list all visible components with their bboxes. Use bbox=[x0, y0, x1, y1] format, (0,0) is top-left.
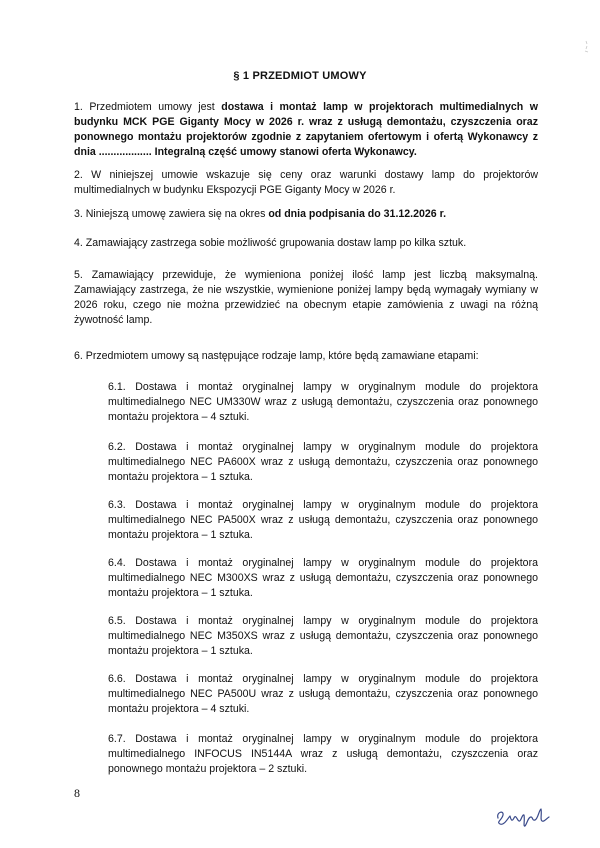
section-title: § 1 PRZEDMIOT UMOWY bbox=[233, 70, 367, 82]
paragraph-3-prefix: 3. Niniejszą umowę zawiera się na okres bbox=[74, 208, 269, 220]
list-item-6-1: 6.1. Dostawa i montaż oryginalnej lampy w oryginalnym module do projektora multimedialnego NEC UM330W wraz z usługą demontażu, czyszczenia oraz ponownego montażu projektora – 4 sztuki. bbox=[108, 381, 538, 423]
paragraph-2: 2. W niniejszej umowie wskazuje się ceny oraz warunki dostawy lamp do projektorów multimedialnych w budynku Ekspozycji PGE Giganty Mocy w 2026 r. bbox=[74, 169, 538, 196]
list-item-6-7: 6.7. Dostawa i montaż oryginalnej lampy w oryginalnym module do projektora multimedialnego INFOCUS IN5144A wraz z usługą demontażu, czyszczenia oraz ponownego montażu projektora – 2 sztuki. bbox=[108, 733, 538, 775]
paragraph-1 bbox=[74, 100, 538, 160]
scan-mark-icon bbox=[583, 40, 591, 59]
paragraph-1-bold: dostawa i montaż lamp w projektorach multimedialnych w budynku MCK PGE Giganty Mocy w 2026 r. wraz z usługą demontażu, czyszczenia oraz ponownego montażu projektorów zgodnie z zapytaniem ofertowym i ofertą Wykonawcy z dnia .................. Integralną część umowy stanowi oferta Wykonawcy. bbox=[74, 101, 538, 158]
signature-icon bbox=[494, 800, 552, 835]
paragraph-3 bbox=[74, 207, 538, 222]
list-item-6-2: 6.2. Dostawa i montaż oryginalnej lampy w oryginalnym module do projektora multimedialnego NEC PA600X wraz z usługą demontażu, czyszczenia oraz ponownego montażu projektora – 1 sztuka. bbox=[108, 441, 538, 483]
paragraph-5: 5. Zamawiający przewiduje, że wymieniona poniżej ilość lamp jest liczbą maksymalną. Zamawiający zastrzega, że nie wszystkie, wymienione poniżej lampy będą wymagały wymiany w 2026 roku, czego nie można przewidzieć na obecnym etapie zamówienia z uwagi na różną żywotność lamp. bbox=[74, 269, 538, 326]
paragraph-1-prefix: 1. Przedmiotem umowy jest bbox=[74, 101, 222, 113]
list-item-6-5: 6.5. Dostawa i montaż oryginalnej lampy w oryginalnym module do projektora multimedialnego NEC M350XS wraz z usługą demontażu, czyszczenia oraz ponownego montażu projektora – 1 sztuka. bbox=[108, 615, 538, 657]
paragraph-4: 4. Zamawiający zastrzega sobie możliwość grupowania dostaw lamp po kilka sztuk. bbox=[74, 237, 467, 249]
list-item-6-3: 6.3. Dostawa i montaż oryginalnej lampy w oryginalnym module do projektora multimedialnego NEC PA500X wraz z usługą demontażu, czyszczenia oraz ponownego montażu projektora – 1 sztuka. bbox=[108, 499, 538, 541]
paragraph-6: 6. Przedmiotem umowy są następujące rodzaje lamp, które będą zamawiane etapami: bbox=[74, 350, 479, 362]
page-number: 8 bbox=[74, 786, 80, 800]
paragraph-3-bold: od dnia podpisania do 31.12.2026 r. bbox=[268, 208, 447, 220]
list-item-6-4: 6.4. Dostawa i montaż oryginalnej lampy w oryginalnym module do projektora multimedialnego NEC M300XS wraz z usługą demontażu, czyszczenia oraz ponownego montażu projektora – 1 sztuka. bbox=[108, 557, 538, 599]
list-item-6-6: 6.6. Dostawa i montaż oryginalnej lampy w oryginalnym module do projektora multimedialnego NEC PA500U wraz z usługą demontażu, czyszczenia oraz ponownego montażu projektora – 4 sztuki. bbox=[108, 673, 538, 715]
